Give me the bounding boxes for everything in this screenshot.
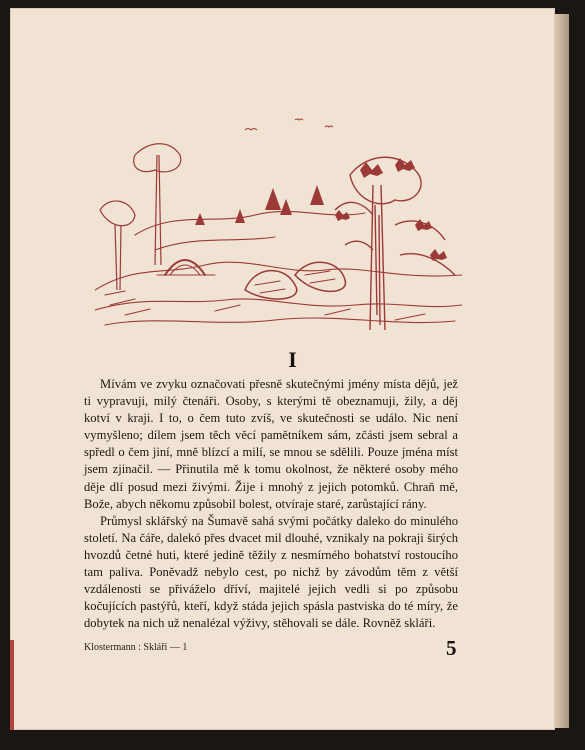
page-number: 5 bbox=[446, 636, 457, 660]
paragraph: Mívám ve zvyku označovati přesně skutečnými jmény místa dějů, jež ti vypravuji, milý čtenáři. Osoby, s kterými tě obeznamuji, žily, a děj kotví v kraji. I to, o čem tuto zvíš, ve skutečnosti se událo. Nic není vymyšleno; dílem jsem těch věcí pamětníkem sám, zčásti jsem sebral a spředl o čem jiní, mně blízcí a milí, se mnou se sdělili. Pouze jména míst jsem zjinačil. — Přinutila mě k tomu okolnost, že některé osoby mého děje dlí posud mezi živými. Žije i mnohý z jejich potomků. Chraň mě, Bože, abych někomu způsobil bolest, otvíraje staré, zarůstající rány. bbox=[84, 377, 458, 511]
printer-signature: Klostermann : Skláři — 1 bbox=[84, 642, 188, 653]
chapter-body bbox=[84, 376, 458, 632]
paragraph: Průmysl sklářský na Šumavě sahá svými počátky daleko do minulého století. Na čáře, dalekó přes dvacet mil dlouhé, vznikaly na pokraji širých hvozdů četné huti, které jedině těžily z nesmírného bohatství rostoucího tam paliva. Poněvadž nebylo cest, po nichž by závodům těm z větší vzdálenosti se přiváželo dříví, majitelé jejich vedli si po způsobu kočujících pastýřů, kteří, když stáda jejich spásla pastviska do té míry, že dobytek na nich už nenalézal výživy, stěhovali se dále. Rovněž skláři. bbox=[84, 513, 458, 631]
binding-edge bbox=[10, 640, 14, 730]
chapter-heading: I bbox=[288, 347, 297, 372]
forest-illustration bbox=[95, 115, 462, 335]
